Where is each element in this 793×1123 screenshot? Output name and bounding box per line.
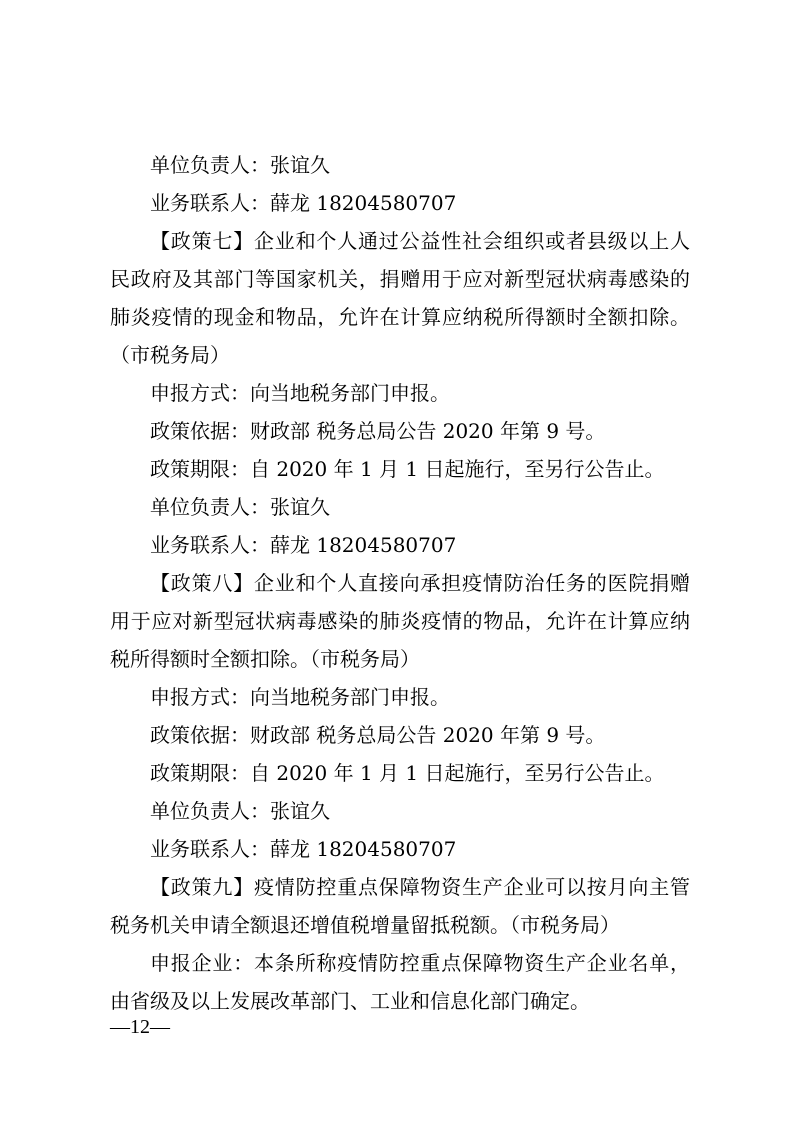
policy-eight-line-2: 用于应对新型冠状病毒感染的肺炎疫情的物品，允许在计算应纳: [110, 609, 690, 633]
contact-line: 业务联系人：薛龙 18204580707: [150, 837, 457, 861]
policy-basis-line: 政策依据：财政部 税务总局公告 2020 年第 9 号。: [150, 419, 606, 443]
policy-period-line: 政策期限：自 2020 年 1 月 1 日起施行，至另行公告止。: [150, 761, 665, 785]
unit-head-line: 单位负责人：张谊久: [150, 153, 330, 177]
contact-line: 业务联系人：薛龙 18204580707: [150, 533, 457, 557]
policy-eight-line-1: 【政策八】企业和个人直接向承担疫情防治任务的医院捐赠: [150, 571, 690, 595]
contact-line: 业务联系人：薛龙 18204580707: [150, 191, 457, 215]
policy-eight-line-3: 税所得额时全额扣除。（市税务局）: [110, 647, 420, 671]
policy-seven-line-2: 民政府及其部门等国家机关，捐赠用于应对新型冠状病毒感染的: [110, 267, 690, 291]
policy-nine-line-1: 【政策九】疫情防控重点保障物资生产企业可以按月向主管: [150, 875, 690, 899]
unit-head-line: 单位负责人：张谊久: [150, 495, 330, 519]
unit-head-line: 单位负责人：张谊久: [150, 799, 330, 823]
policy-seven-line-4: （市税务局）: [110, 343, 230, 367]
applicant-line-2: 由省级及以上发展改革部门、工业和信息化部门确定。: [110, 989, 590, 1013]
page-number: —12—: [110, 1016, 170, 1038]
policy-basis-line: 政策依据：财政部 税务总局公告 2020 年第 9 号。: [150, 723, 606, 747]
policy-seven-line-3: 肺炎疫情的现金和物品，允许在计算应纳税所得额时全额扣除。: [110, 305, 690, 329]
filing-method-line: 申报方式：向当地税务部门申报。: [150, 381, 450, 405]
policy-period-line: 政策期限：自 2020 年 1 月 1 日起施行，至另行公告止。: [150, 457, 665, 481]
policy-seven-line-1: 【政策七】企业和个人通过公益性社会组织或者县级以上人: [150, 229, 690, 253]
policy-nine-line-2: 税务机关申请全额退还增值税增量留抵税额。（市税务局）: [110, 913, 620, 937]
filing-method-line: 申报方式：向当地税务部门申报。: [150, 685, 450, 709]
applicant-line-1: 申报企业：本条所称疫情防控重点保障物资生产企业名单，: [150, 951, 690, 975]
